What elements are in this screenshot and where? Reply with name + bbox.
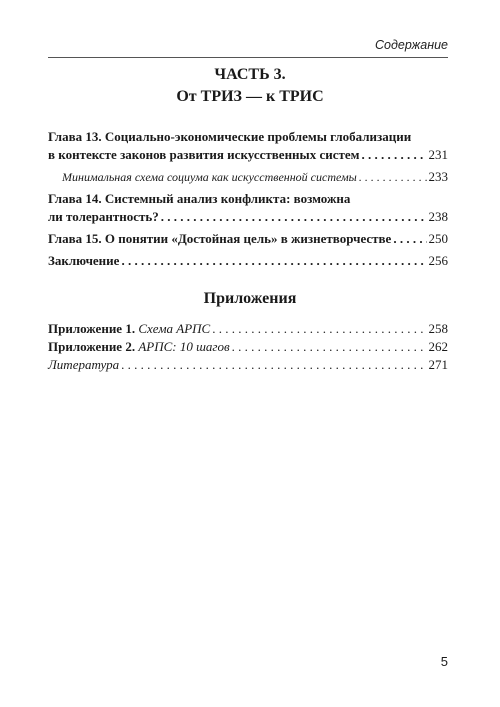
leader-dots bbox=[121, 356, 426, 374]
toc-entry-title: в контексте законов развития искусственных систем bbox=[48, 147, 360, 162]
part-number: ЧАСТЬ 3. bbox=[214, 66, 286, 83]
toc-entry-title: Глава 13. Социально-экономические проблемы глобализации bbox=[48, 129, 412, 144]
appendix-item-title: АРПС: 10 шагов bbox=[138, 339, 230, 354]
toc-page-number: 262 bbox=[428, 339, 448, 354]
toc-page-number: 231 bbox=[428, 147, 448, 162]
toc-entry-title: Заключение bbox=[48, 253, 120, 268]
toc-entry-title: Минимальная схема социума как искусственной системы bbox=[62, 170, 357, 184]
toc-page-number: 258 bbox=[428, 321, 448, 336]
appendix-label: Приложение 2. bbox=[48, 339, 136, 354]
toc-entry-appendix-2[interactable] bbox=[48, 338, 448, 356]
leader-dots bbox=[212, 320, 426, 338]
part-name: От ТРИЗ — к ТРИС bbox=[176, 88, 324, 105]
toc-page-number: 256 bbox=[428, 253, 448, 268]
leader-dots bbox=[359, 168, 427, 186]
page-number: 5 bbox=[440, 654, 448, 669]
toc-entry-chapter-13[interactable] bbox=[48, 128, 448, 164]
appendix-item-title: Литература bbox=[48, 357, 120, 372]
toc-entry-chapter-14[interactable] bbox=[48, 190, 448, 226]
toc-entry-literature[interactable] bbox=[48, 356, 448, 374]
leader-dots bbox=[232, 338, 427, 356]
toc-entry-title: Глава 14. Системный анализ конфликта: возможна bbox=[48, 191, 351, 206]
toc-page-number: 238 bbox=[428, 209, 448, 224]
part-title bbox=[0, 64, 500, 108]
toc-entry-conclusion[interactable] bbox=[48, 252, 448, 270]
leader-dots bbox=[362, 146, 427, 164]
toc-entry-chapter-15[interactable] bbox=[48, 230, 448, 248]
header-rule bbox=[48, 57, 448, 58]
toc-entry-title: Глава 15. О понятии «Достойная цель» в жизнетворчестве bbox=[48, 231, 392, 246]
appendix-label: Приложение 1. bbox=[48, 321, 136, 336]
running-head: Содержание bbox=[375, 38, 448, 52]
toc-entry-subsection[interactable] bbox=[48, 168, 448, 186]
toc-entry-title: ли толерантность? bbox=[48, 209, 159, 224]
toc-main bbox=[48, 128, 448, 274]
toc-appendix bbox=[48, 320, 448, 374]
appendix-item-title: Схема АРПС bbox=[138, 321, 211, 336]
toc-page-number: 233 bbox=[428, 169, 448, 184]
leader-dots bbox=[161, 208, 427, 226]
appendix-title: Приложения bbox=[203, 290, 297, 307]
toc-entry-appendix-1[interactable] bbox=[48, 320, 448, 338]
toc-page-number: 271 bbox=[428, 357, 448, 372]
leader-dots bbox=[393, 230, 426, 248]
leader-dots bbox=[121, 252, 426, 270]
toc-page-number: 250 bbox=[428, 231, 448, 246]
